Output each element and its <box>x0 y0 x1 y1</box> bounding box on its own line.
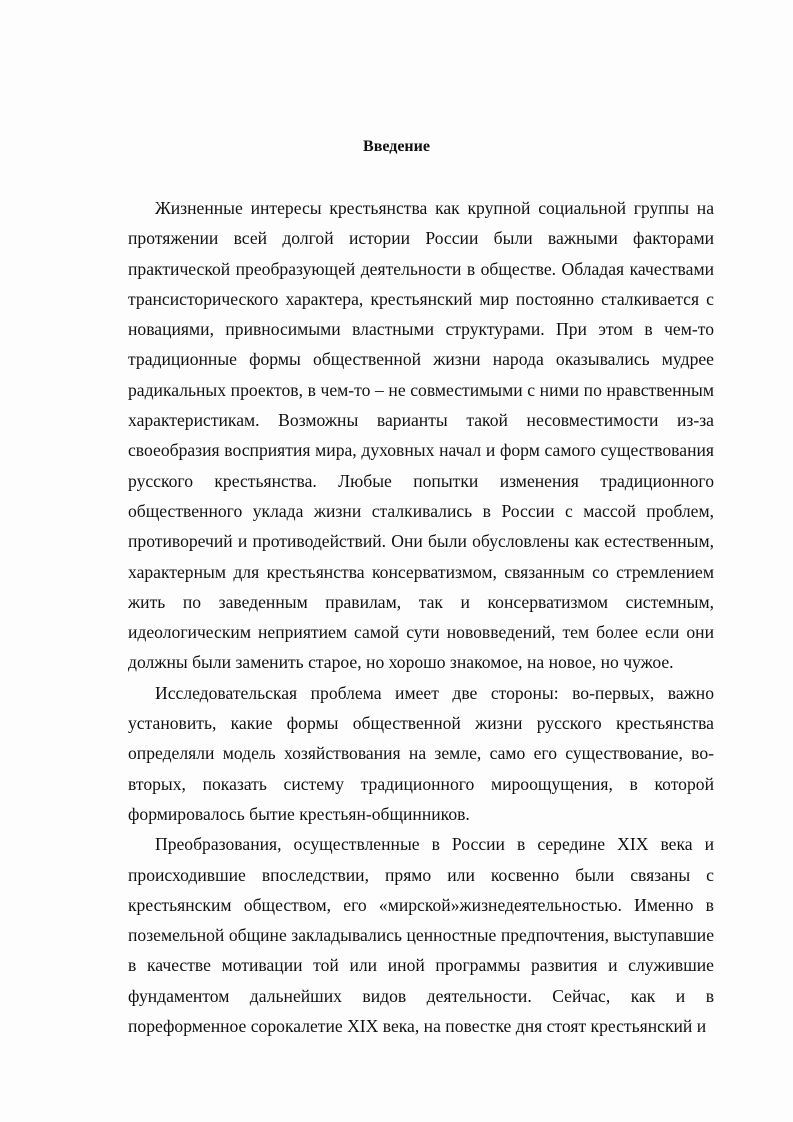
paragraph-3: Преобразования, осуществленные в России в середине XIX века и происходившие впоследствии, прямо или косвенно были связаны с крестьянским обществом, его «мирской»жизнедеятельностью. Именно в поземельной общине закладывались ценностные предпочтения, выступавшие в качестве мотивации той или иной программы развития и служившие фундаментом дальнейших видов деятельности. Сейчас, как и в пореформенное сорокалетие XIX века, на повестке дня стоят крестьянский и <box>128 834 714 1037</box>
paragraph-2: Исследовательская проблема имеет две стороны: во-первых, важно установить, какие формы общественной жизни русского крестьянства определяли модель хозяйствования на земле, само его существование, во-вторых, показать систему традиционного мироощущения, в которой формировалось бытие крестьян-общинников. <box>128 682 714 824</box>
page-title: Введение <box>363 138 430 155</box>
document-body <box>128 193 714 1041</box>
paragraph-1: Жизненные интересы крестьянства как крупной социальной группы на протяжении всей долгой истории России были важными факторами практической преобразующей деятельности в обществе. Обладая качествами трансисторического характера, крестьянский мир постоянно сталкивается с новациями, привносимыми властными структурами. При этом в чем-то традиционные формы общественной жизни народа оказывались мудрее радикальных проектов, в чем-то – не совместимыми с ними по нравственным характеристикам. Возможны варианты такой несовместимости из-за своеобразия восприятия мира, духовных начал и форм самого существования русского крестьянства. Любые попытки изменения традиционного общественного уклада жизни сталкивались в России с массой проблем, противоречий и противодействий. Они были обусловлены как естественным, характерным для крестьянства консерватизмом, связанным со стремлением жить по заведенным правилам, так и консерватизмом системным, идеологическим неприятием самой сути нововведений, тем более если они должны были заменить старое, но хорошо знакомое, на новое, но чужое. <box>128 198 714 673</box>
